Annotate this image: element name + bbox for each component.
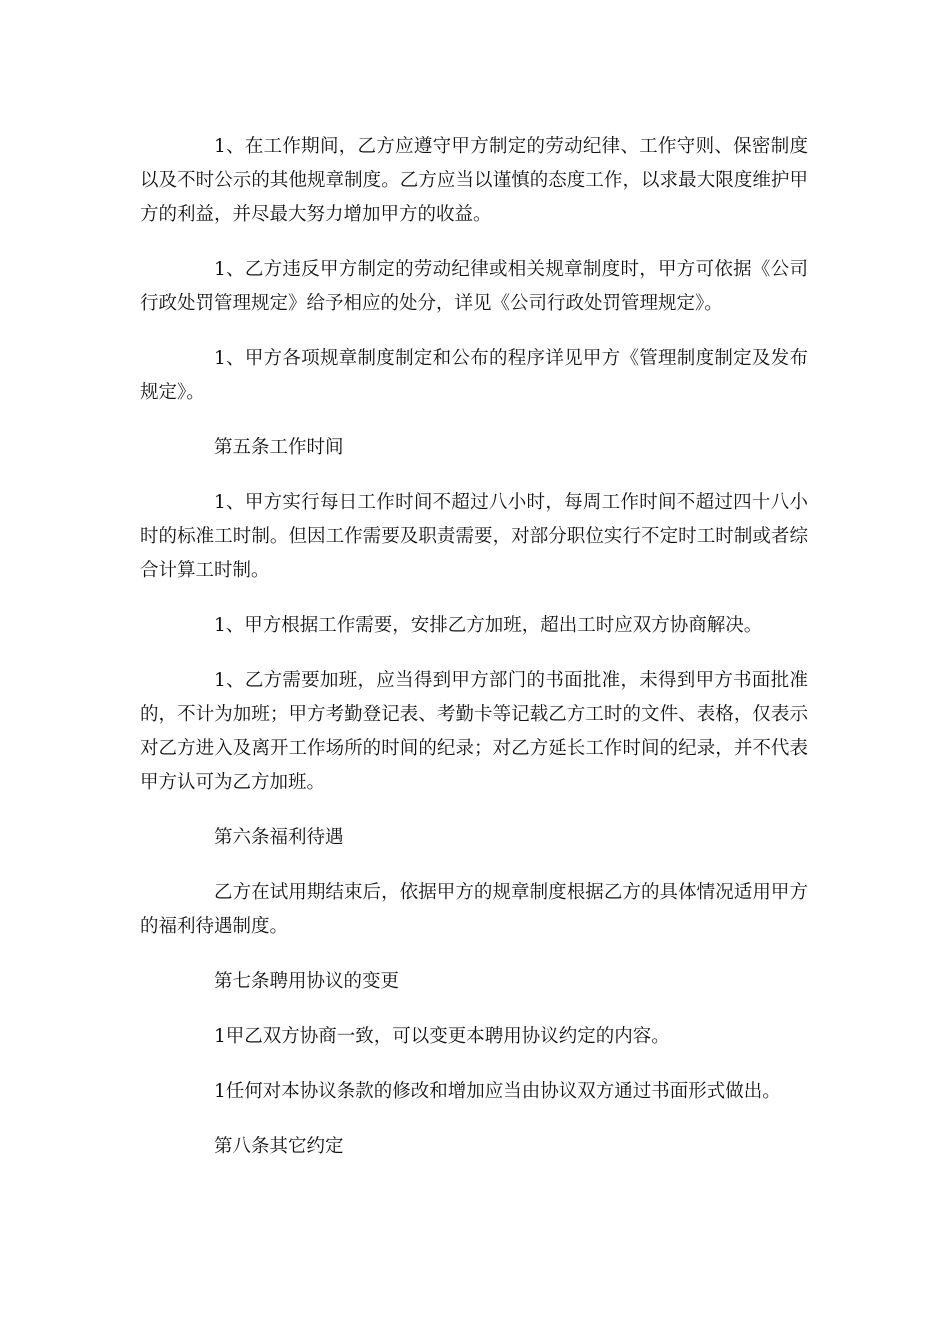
section-heading-working-hours: 第五条工作时间 <box>214 437 344 458</box>
paragraph-overtime-approval: 1、乙方需要加班，应当得到甲方部门的书面批准，未得到甲方书面批准的，不计为加班；甲方考勤登记表、考勤卡等记载乙方工时的文件、表格，仅表示对乙方进入及离开工作场所的时间的纪录；对乙方延长工作时间的纪录，并不代表甲方认可为乙方加班。 <box>140 670 808 793</box>
section-heading-other-terms: 第八条其它约定 <box>214 1136 344 1157</box>
paragraph-change-written: 1任何对本协议条款的修改和增加应当由协议双方通过书面形式做出。 <box>214 1081 781 1102</box>
paragraph-violation-penalty: 1、乙方违反甲方制定的劳动纪律或相关规章制度时，甲方可依据《公司行政处罚管理规定》给予相应的处分，详见《公司行政处罚管理规定》。 <box>140 259 808 314</box>
document-body <box>140 130 808 1185</box>
paragraph-standard-hours: 1、甲方实行每日工作时间不超过八小时，每周工作时间不超过四十八小时的标准工时制。但因工作需要及职责需要，对部分职位实行不定时工时制或者综合计算工时制。 <box>140 492 808 581</box>
paragraph-rules-procedure: 1、甲方各项规章制度制定和公布的程序详见甲方《管理制度制定及发布规定》。 <box>140 348 808 403</box>
paragraph-benefits: 乙方在试用期结束后，依据甲方的规章制度根据乙方的具体情况适用甲方的福利待遇制度。 <box>140 882 808 937</box>
paragraph-overtime-arrangement: 1、甲方根据工作需要，安排乙方加班，超出工时应双方协商解决。 <box>214 615 763 636</box>
paragraph-change-consent: 1甲乙双方协商一致，可以变更本聘用协议约定的内容。 <box>214 1026 670 1047</box>
section-heading-benefits: 第六条福利待遇 <box>214 827 344 848</box>
section-heading-agreement-change: 第七条聘用协议的变更 <box>214 971 400 992</box>
paragraph-rules-compliance: 1、在工作期间，乙方应遵守甲方制定的劳动纪律、工作守则、保密制度以及不时公示的其他规章制度。乙方应当以谨慎的态度工作，以求最大限度维护甲方的利益，并尽最大努力增加甲方的收益。 <box>140 136 808 225</box>
